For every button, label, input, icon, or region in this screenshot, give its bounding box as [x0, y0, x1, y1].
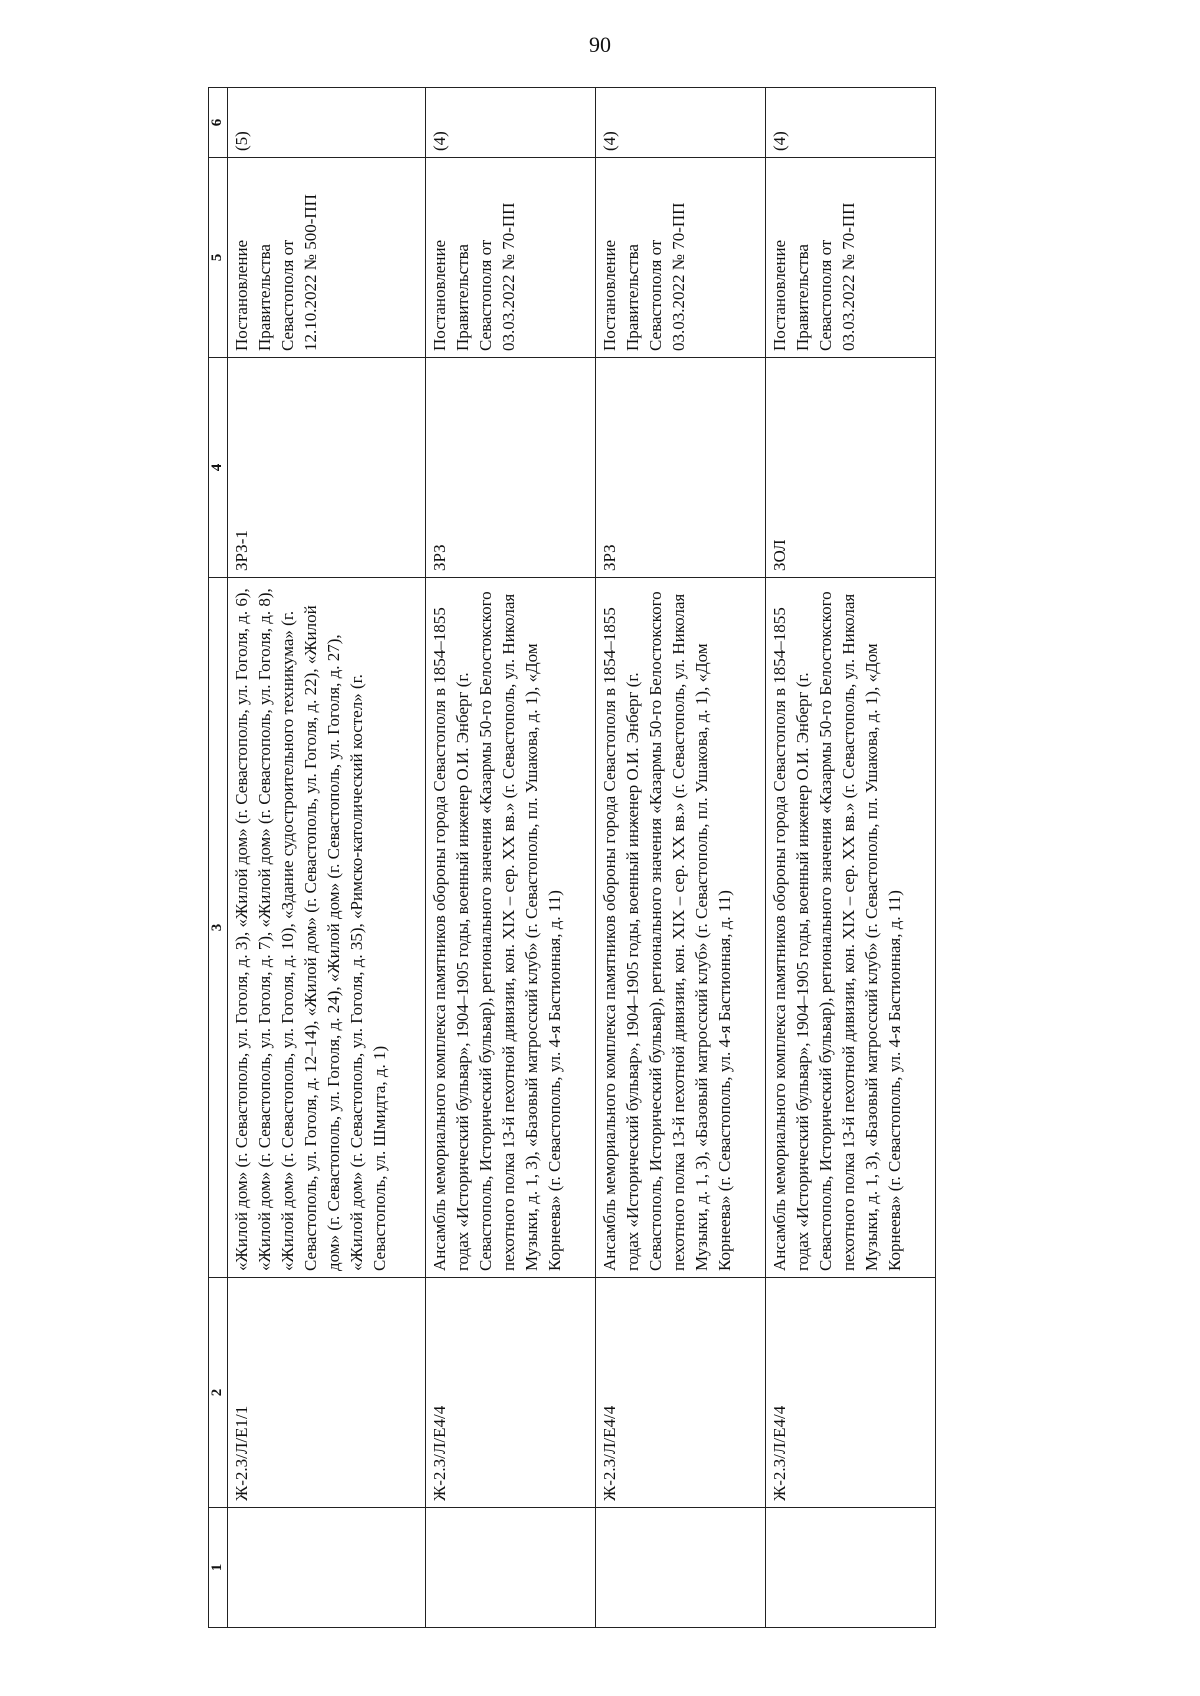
- resolution-cell: Постановление Правительства Севастополя от 12.10.2022 № 500-ПП: [228, 158, 426, 358]
- table-row: [765, 88, 935, 1628]
- resolution-cell: Постановление Правительства Севастополя от 03.03.2022 № 70-ПП: [765, 158, 935, 358]
- heritage-zones-table: [208, 87, 936, 1628]
- objects-cell: Ансамбль мемориального комплекса памятников обороны города Севастополя в 1854–1855 годах «Исторический бульвар», 1904–1905 годы, военный инженер О.И. Энберг (г. Севастополь, Исторический бульвар), регионального значения «Казармы 50-го Белостокского пехотного полка 13-й пехотной дивизии, кон. XIX – сер. XX вв.» (г. Севастополь, ул. Николая Музыки, д. 1, 3), «Базовый матросский клуб» (г. Севастополь, пл. Ушакова, д. 1), «Дом Корнеева» (г. Севастополь, ул. 4-я Бастионная, д. 11): [595, 578, 765, 1278]
- zone-type-cell: ЗРЗ-1: [228, 358, 426, 578]
- row-number-cell: [595, 1508, 765, 1628]
- note-cell: (4): [765, 88, 935, 158]
- column-header-1: 1: [209, 1508, 228, 1628]
- row-number-cell: [425, 1508, 595, 1628]
- table-row: [425, 88, 595, 1628]
- table-header-row: [209, 88, 228, 1628]
- note-cell: (5): [228, 88, 426, 158]
- column-header-3: 3: [209, 578, 228, 1278]
- row-number-cell: [765, 1508, 935, 1628]
- zone-code-cell: Ж-2.3/Л/Е4/4: [765, 1278, 935, 1508]
- zone-type-cell: ЗРЗ: [425, 358, 595, 578]
- column-header-6: 6: [209, 88, 228, 158]
- zone-type-cell: ЗОЛ: [765, 358, 935, 578]
- resolution-cell: Постановление Правительства Севастополя от 03.03.2022 № 70-ПП: [425, 158, 595, 358]
- objects-cell: «Жилой дом» (г. Севастополь, ул. Гоголя, д. 3), «Жилой дом» (г. Севастополь, ул. Гоголя, д. 6), «Жилой дом» (г. Севастополь, ул. Гоголя, д. 7), «Жилой дом» (г. Севастополь, ул. Гоголя, д. 8), «Жилой дом» (г. Севастополь, ул. Гоголя, д. 10), «Здание судостроительного техникума» (г. Севастополь, ул. Гоголя, д. 12–14), «Жилой дом» (г. Севастополь, ул. Гоголя, д. 22), «Жилой дом» (г. Севастополь, ул. Гоголя, д. 24), «Жилой дом» (г. Севастополь, ул. Гоголя, д. 27), «Жилой дом» (г. Севастополь, ул. Гоголя, д. 35), «Римско-католический костел» (г. Севастополь, ул. Шмидта, д. 1): [228, 578, 426, 1278]
- page-number: 90: [589, 32, 611, 57]
- column-header-4: 4: [209, 358, 228, 578]
- rotated-table-wrapper: [208, 88, 936, 1628]
- zone-code-cell: Ж-2.3/Л/Е4/4: [425, 1278, 595, 1508]
- column-header-5: 5: [209, 158, 228, 358]
- zone-type-cell: ЗРЗ: [595, 358, 765, 578]
- resolution-cell: Постановление Правительства Севастополя от 03.03.2022 № 70-ПП: [595, 158, 765, 358]
- zone-code-cell: Ж-2.3/Л/Е1/1: [228, 1278, 426, 1508]
- zone-code-cell: Ж-2.3/Л/Е4/4: [595, 1278, 765, 1508]
- row-number-cell: [228, 1508, 426, 1628]
- table-row: [595, 88, 765, 1628]
- note-cell: (4): [425, 88, 595, 158]
- table-row: [228, 88, 426, 1628]
- column-header-2: 2: [209, 1278, 228, 1508]
- note-cell: (4): [595, 88, 765, 158]
- objects-cell: Ансамбль мемориального комплекса памятников обороны города Севастополя в 1854–1855 годах «Исторический бульвар», 1904–1905 годы, военный инженер О.И. Энберг (г. Севастополь, Исторический бульвар), регионального значения «Казармы 50-го Белостокского пехотного полка 13-й пехотной дивизии, кон. XIX – сер. XX вв.» (г. Севастополь, ул. Николая Музыки, д. 1, 3), «Базовый матросский клуб» (г. Севастополь, пл. Ушакова, д. 1), «Дом Корнеева» (г. Севастополь, ул. 4-я Бастионная, д. 11): [765, 578, 935, 1278]
- objects-cell: Ансамбль мемориального комплекса памятников обороны города Севастополя в 1854–1855 годах «Исторический бульвар», 1904–1905 годы, военный инженер О.И. Энберг (г. Севастополь, Исторический бульвар), регионального значения «Казармы 50-го Белостокского пехотного полка 13-й пехотной дивизии, кон. XIX – сер. XX вв.» (г. Севастополь, ул. Николая Музыки, д. 1, 3), «Базовый матросский клуб» (г. Севастополь, пл. Ушакова, д. 1), «Дом Корнеева» (г. Севастополь, ул. 4-я Бастионная, д. 11): [425, 578, 595, 1278]
